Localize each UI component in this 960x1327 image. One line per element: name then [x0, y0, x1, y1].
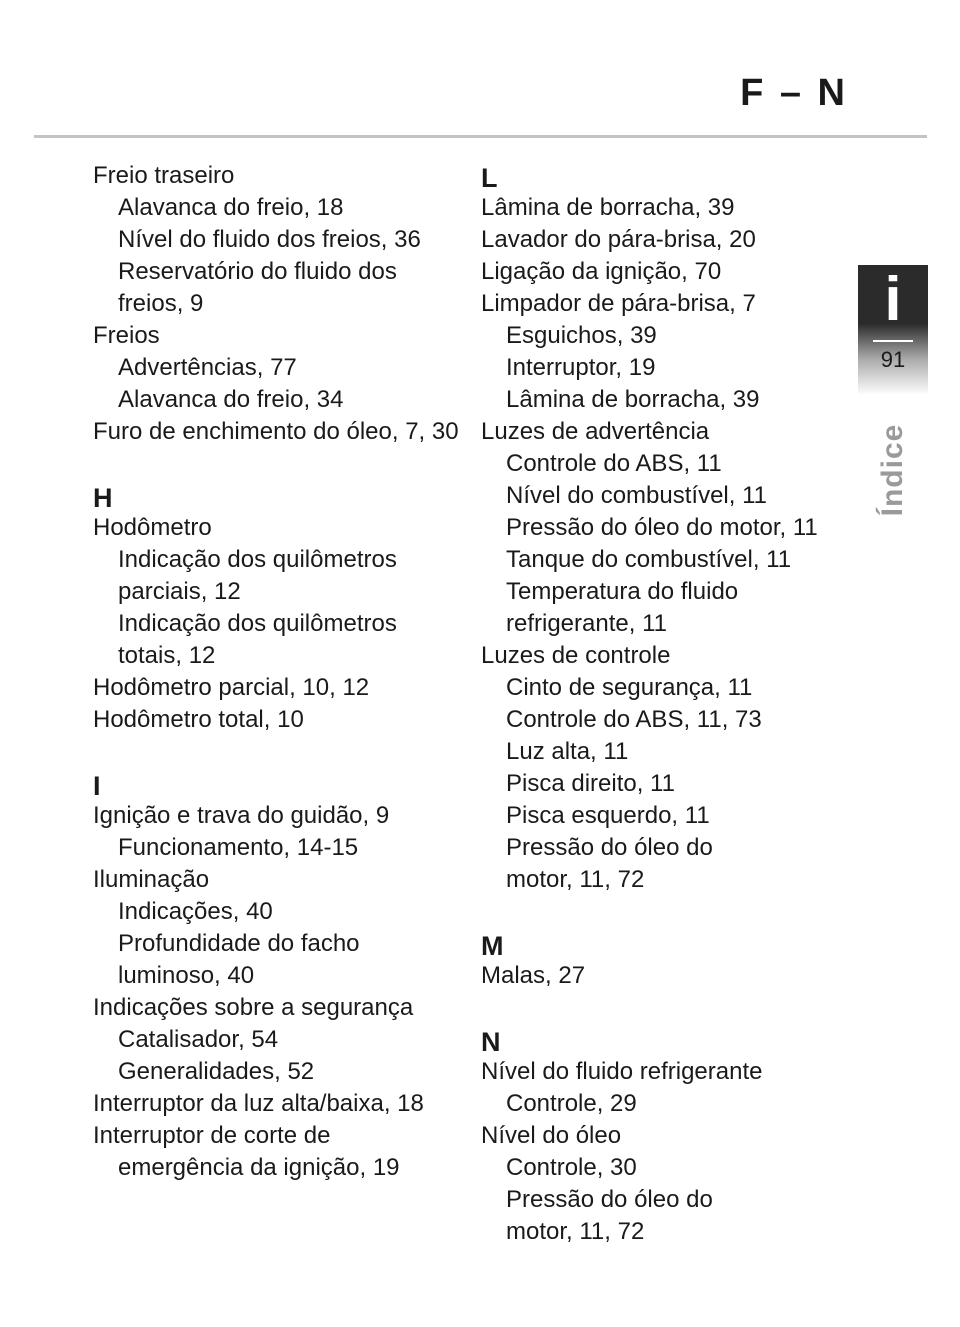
index-subentry: Alavanca do freio, 18: [118, 194, 344, 221]
index-group: [481, 160, 856, 896]
index-entry: Indicações sobre a segurança: [93, 994, 414, 1021]
index-subentry: parciais, 12: [118, 578, 241, 605]
index-subentry: Pisca esquerdo, 11: [506, 802, 710, 829]
section-tab-letter: i: [884, 265, 902, 334]
index-group: [93, 768, 478, 1184]
index-entry: Freios: [93, 322, 160, 349]
index-entry: Nível do fluido refrigerante: [481, 1058, 763, 1085]
index-subentry: Indicação dos quilômetros: [118, 546, 397, 573]
index-subentry: Funcionamento, 14-15: [118, 834, 359, 861]
index-entry: Nível do óleo: [481, 1122, 622, 1149]
index-entry: Interruptor de corte de: [93, 1122, 331, 1149]
index-subentry: Alavanca do freio, 34: [118, 386, 344, 413]
index-subentry: Controle do ABS, 11: [506, 450, 722, 477]
index-subentry: Generalidades, 52: [118, 1058, 315, 1085]
index-subentry: refrigerante, 11: [506, 610, 667, 637]
index-subentry: Luz alta, 11: [506, 738, 629, 765]
index-column-right: [481, 160, 856, 1248]
index-entry: Iluminação: [93, 866, 210, 893]
index-entry: Furo de enchimento do óleo, 7, 30: [93, 418, 459, 445]
index-entry: Hodômetro: [93, 514, 212, 541]
index-entry: Luzes de controle: [481, 642, 671, 669]
index-subentry: Catalisador, 54: [118, 1026, 279, 1053]
index-subentry: Controle, 29: [506, 1090, 637, 1117]
index-subentry: Controle, 30: [506, 1154, 637, 1181]
page-number: 91: [880, 347, 906, 372]
index-subentry: Nível do combustível, 11: [506, 482, 768, 509]
index-letter-heading: I: [93, 771, 101, 801]
index-subentry: motor, 11, 72: [506, 866, 645, 893]
index-entry: Hodômetro parcial, 10, 12: [93, 674, 370, 701]
index-subentry: Temperatura do fluido: [506, 578, 739, 605]
index-subentry: emergência da ignição, 19: [118, 1154, 400, 1181]
index-subentry: totais, 12: [118, 642, 216, 669]
index-subentry: Pressão do óleo do: [506, 1186, 713, 1213]
index-subentry: Lâmina de borracha, 39: [506, 386, 760, 413]
index-group: [93, 160, 478, 448]
index-entry: Ligação da ignição, 70: [481, 258, 722, 285]
index-subentry: Interruptor, 19: [506, 354, 656, 381]
index-subentry: motor, 11, 72: [506, 1218, 645, 1245]
index-entry: Lâmina de borracha, 39: [481, 194, 735, 221]
index-column-left: [93, 160, 478, 1184]
index-entry: Hodômetro total, 10: [93, 706, 304, 733]
index-group: [93, 480, 478, 736]
page-header-title: F – N: [740, 72, 848, 114]
index-entry: Lavador do pára-brisa, 20: [481, 226, 756, 253]
section-tab-divider: [873, 340, 913, 342]
index-letter-heading: L: [481, 163, 498, 193]
index-subentry: Indicação dos quilômetros: [118, 610, 397, 637]
index-entry: Malas, 27: [481, 962, 586, 989]
section-tab: [858, 265, 928, 395]
index-entry: Limpador de pára-brisa, 7: [481, 290, 756, 317]
index-subentry: Nível do fluido dos freios, 36: [118, 226, 421, 253]
index-group: [481, 928, 856, 992]
index-subentry: Profundidade do facho: [118, 930, 360, 957]
index-subentry: Controle do ABS, 11, 73: [506, 706, 762, 733]
index-letter-heading: M: [481, 931, 504, 961]
index-subentry: Cinto de segurança, 11: [506, 674, 753, 701]
index-entry: Freio traseiro: [93, 162, 235, 189]
index-subentry: Esguichos, 39: [506, 322, 657, 349]
index-subentry: freios, 9: [118, 290, 204, 317]
index-subentry: Indicações, 40: [118, 898, 273, 925]
index-subentry: Pressão do óleo do motor, 11: [506, 514, 818, 541]
index-subentry: Pisca direito, 11: [506, 770, 675, 797]
index-subentry: Advertências, 77: [118, 354, 297, 381]
index-entry: Luzes de advertência: [481, 418, 710, 445]
index-letter-heading: N: [481, 1027, 501, 1057]
index-subentry: Reservatório do fluido dos: [118, 258, 397, 285]
index-subentry: Tanque do combustível, 11: [506, 546, 792, 573]
section-label: Índice: [876, 423, 909, 517]
index-subentry: luminoso, 40: [118, 962, 255, 989]
index-group: [481, 1024, 856, 1248]
index-entry: Interruptor da luz alta/baixa, 18: [93, 1090, 424, 1117]
header-divider: [34, 135, 927, 138]
index-letter-heading: H: [93, 483, 113, 513]
index-entry: Ignição e trava do guidão, 9: [93, 802, 390, 829]
index-subentry: Pressão do óleo do: [506, 834, 713, 861]
